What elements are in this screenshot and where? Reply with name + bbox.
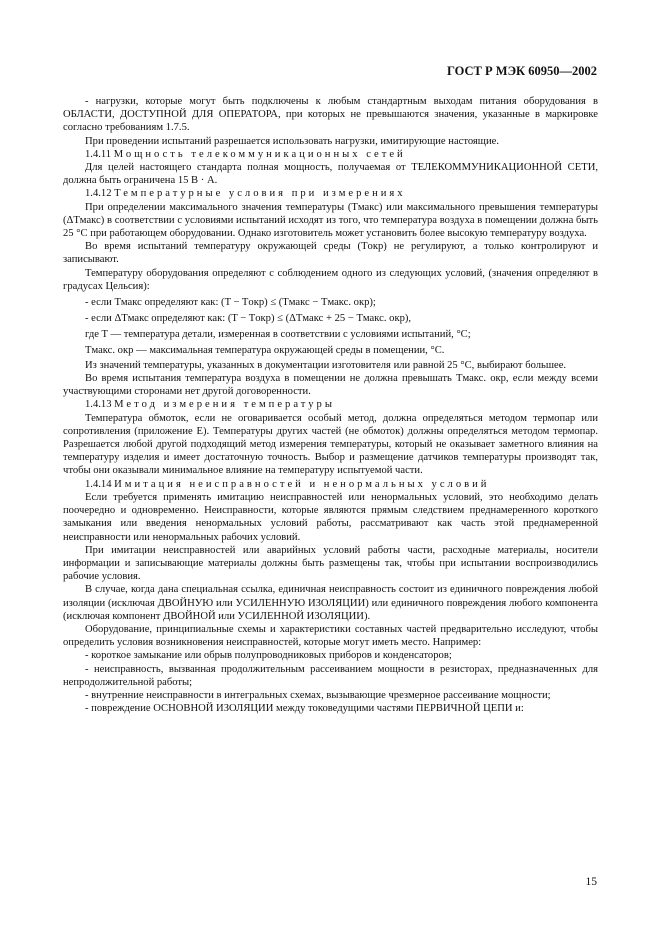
section-title: Температурные условия при измерениях — [114, 188, 406, 200]
paragraph: При проведении испытаний разрешается использовать нагрузки, имитирующие настоящие. — [85, 135, 499, 147]
paragraph: Если требуется применять имитацию неисправностей или ненормальных условий, это необходимо делать поочередно и одновременно. Неисправности, которые являются прямым следствием преднамеренного короткого замыкания или введения ненормальных условий работы, рассматривают как часть этой преднамеренной неисправности или ненормальных рабочих условий. — [63, 491, 598, 543]
section-heading-1-4-13 — [63, 398, 598, 411]
formula-line: - если Tмакс определяют как: (T − Tокр) ≤ (Tмакс − Tмакс. окр); — [85, 297, 376, 309]
paragraph: В случае, когда дана специальная ссылка, единичная неисправность состоит из единичного повреждения любой изоляции (исключая ДВОЙНУЮ или УСИЛЕННУЮ ИЗОЛЯЦИИ) или единичного повреждения любого компонента (исключая компонент ДВОЙНОЙ или УСИЛЕННОЙ ИЗОЛЯЦИИ). — [63, 584, 598, 622]
document-body — [63, 95, 598, 715]
section-number: 1.4.12 — [85, 188, 112, 200]
paragraph: Во время испытаний температуру окружающей среды (Tокр) не регулируют, а только контролируют и записывают. — [63, 241, 598, 266]
list-item: - короткое замыкание или обрыв полупроводниковых приборов и конденсаторов; — [85, 650, 452, 662]
page-number: 15 — [585, 876, 597, 888]
paragraph: Во время испытания температура воздуха в помещении не должна превышать Tмакс. окр, если между всеми участвующими сторонами нет другой договоренности. — [63, 373, 598, 398]
document-header: ГОСТ Р МЭК 60950—2002 — [447, 64, 597, 78]
section-title: Метод измерения температуры — [114, 399, 335, 411]
section-title: Имитация неисправностей и ненормальных условий — [114, 478, 490, 490]
section-number: 1.4.14 — [85, 478, 112, 490]
section-number: 1.4.13 — [85, 399, 112, 411]
definition-line: Tмакс. окр — максимальная температура окружающей среды в помещении, °С. — [85, 344, 445, 356]
section-heading-1-4-14 — [63, 478, 598, 491]
paragraph: Температуру оборудования определяют с соблюдением одного из следующих условий, (значения определяют в градусах Цельсия): — [63, 267, 598, 292]
paragraph: - нагрузки, которые могут быть подключены к любым стандартным выходам питания оборудования в ОБЛАСТИ, ДОСТУПНОЙ ДЛЯ ОПЕРАТОРА, при которых не превышаются значения, указанные в маркировке согласно требованиям 1.7.5. — [63, 96, 598, 134]
paragraph: Оборудование, принципиальные схемы и характеристики составных частей предварительно исследуют, чтобы определить условия возникновения неисправностей, которые могут иметь место. Например: — [63, 623, 598, 649]
paragraph: При имитации неисправностей или аварийных условий работы части, расходные материалы, носители информации и записывающие материалы должны быть размещены так, чтобы при испытании воспроизводились рабочие условия. — [63, 544, 598, 583]
section-title: Мощность телекоммуникационных сетей — [113, 148, 406, 160]
section-heading-1-4-12 — [63, 187, 598, 200]
formula-line: - если ΔTмакс определяют как: (T − Tокр) ≤ (ΔTмакс + 25 − Tмакс. окр), — [85, 313, 412, 325]
section-number: 1.4.11 — [85, 148, 112, 160]
definition-line: где T — температура детали, измеренная в соответствии с условиями испытаний, °С; — [85, 329, 471, 341]
paragraph: Для целей настоящего стандарта полная мощность, получаемая от ТЕЛЕКОММУНИКАЦИОННОЙ СЕТИ, должна быть ограничена 15 В · А. — [63, 162, 598, 187]
paragraph: При определении максимального значения температуры (Tмакс) или максимального превышения температуры (ΔTмакс) в соответствии с условиями испытаний исходят из того, что температура воздуха в помещении должна быть 25 °С при работающем оборудовании. Однако изготовитель может установить более высокую температуру воздуха. — [63, 201, 598, 240]
list-item: - повреждение ОСНОВНОЙ ИЗОЛЯЦИИ между токоведущими частями ПЕРВИЧНОЙ ЦЕПИ и: — [85, 703, 524, 715]
list-item: - внутренние неисправности в интегральных схемах, вызывающие чрезмерное рассеивание мощности; — [85, 689, 551, 701]
section-heading-1-4-11 — [63, 148, 598, 161]
list-item: - неисправность, вызванная продолжительным рассеиванием мощности в резисторах, предназначенных для непродолжительной работы; — [63, 663, 598, 688]
paragraph: Температура обмоток, если не оговаривается особый метод, должна определяться методом термопар или сопротивления (приложение Е). Температуры других частей (не обмоток) должны определяться методом термопар. Разрешается любой другой подходящий метод измерения температуры, который не оказывает заметного влияния на температуру изделия и имеет достаточную точность. Выбор и размещение датчиков температуры производят так, чтобы они оказывали минимальное влияние на температуру испытуемой части. — [63, 412, 598, 477]
paragraph: Из значений температуры, указанных в документации изготовителя или равной 25 °С, выбирают большее. — [85, 359, 567, 371]
